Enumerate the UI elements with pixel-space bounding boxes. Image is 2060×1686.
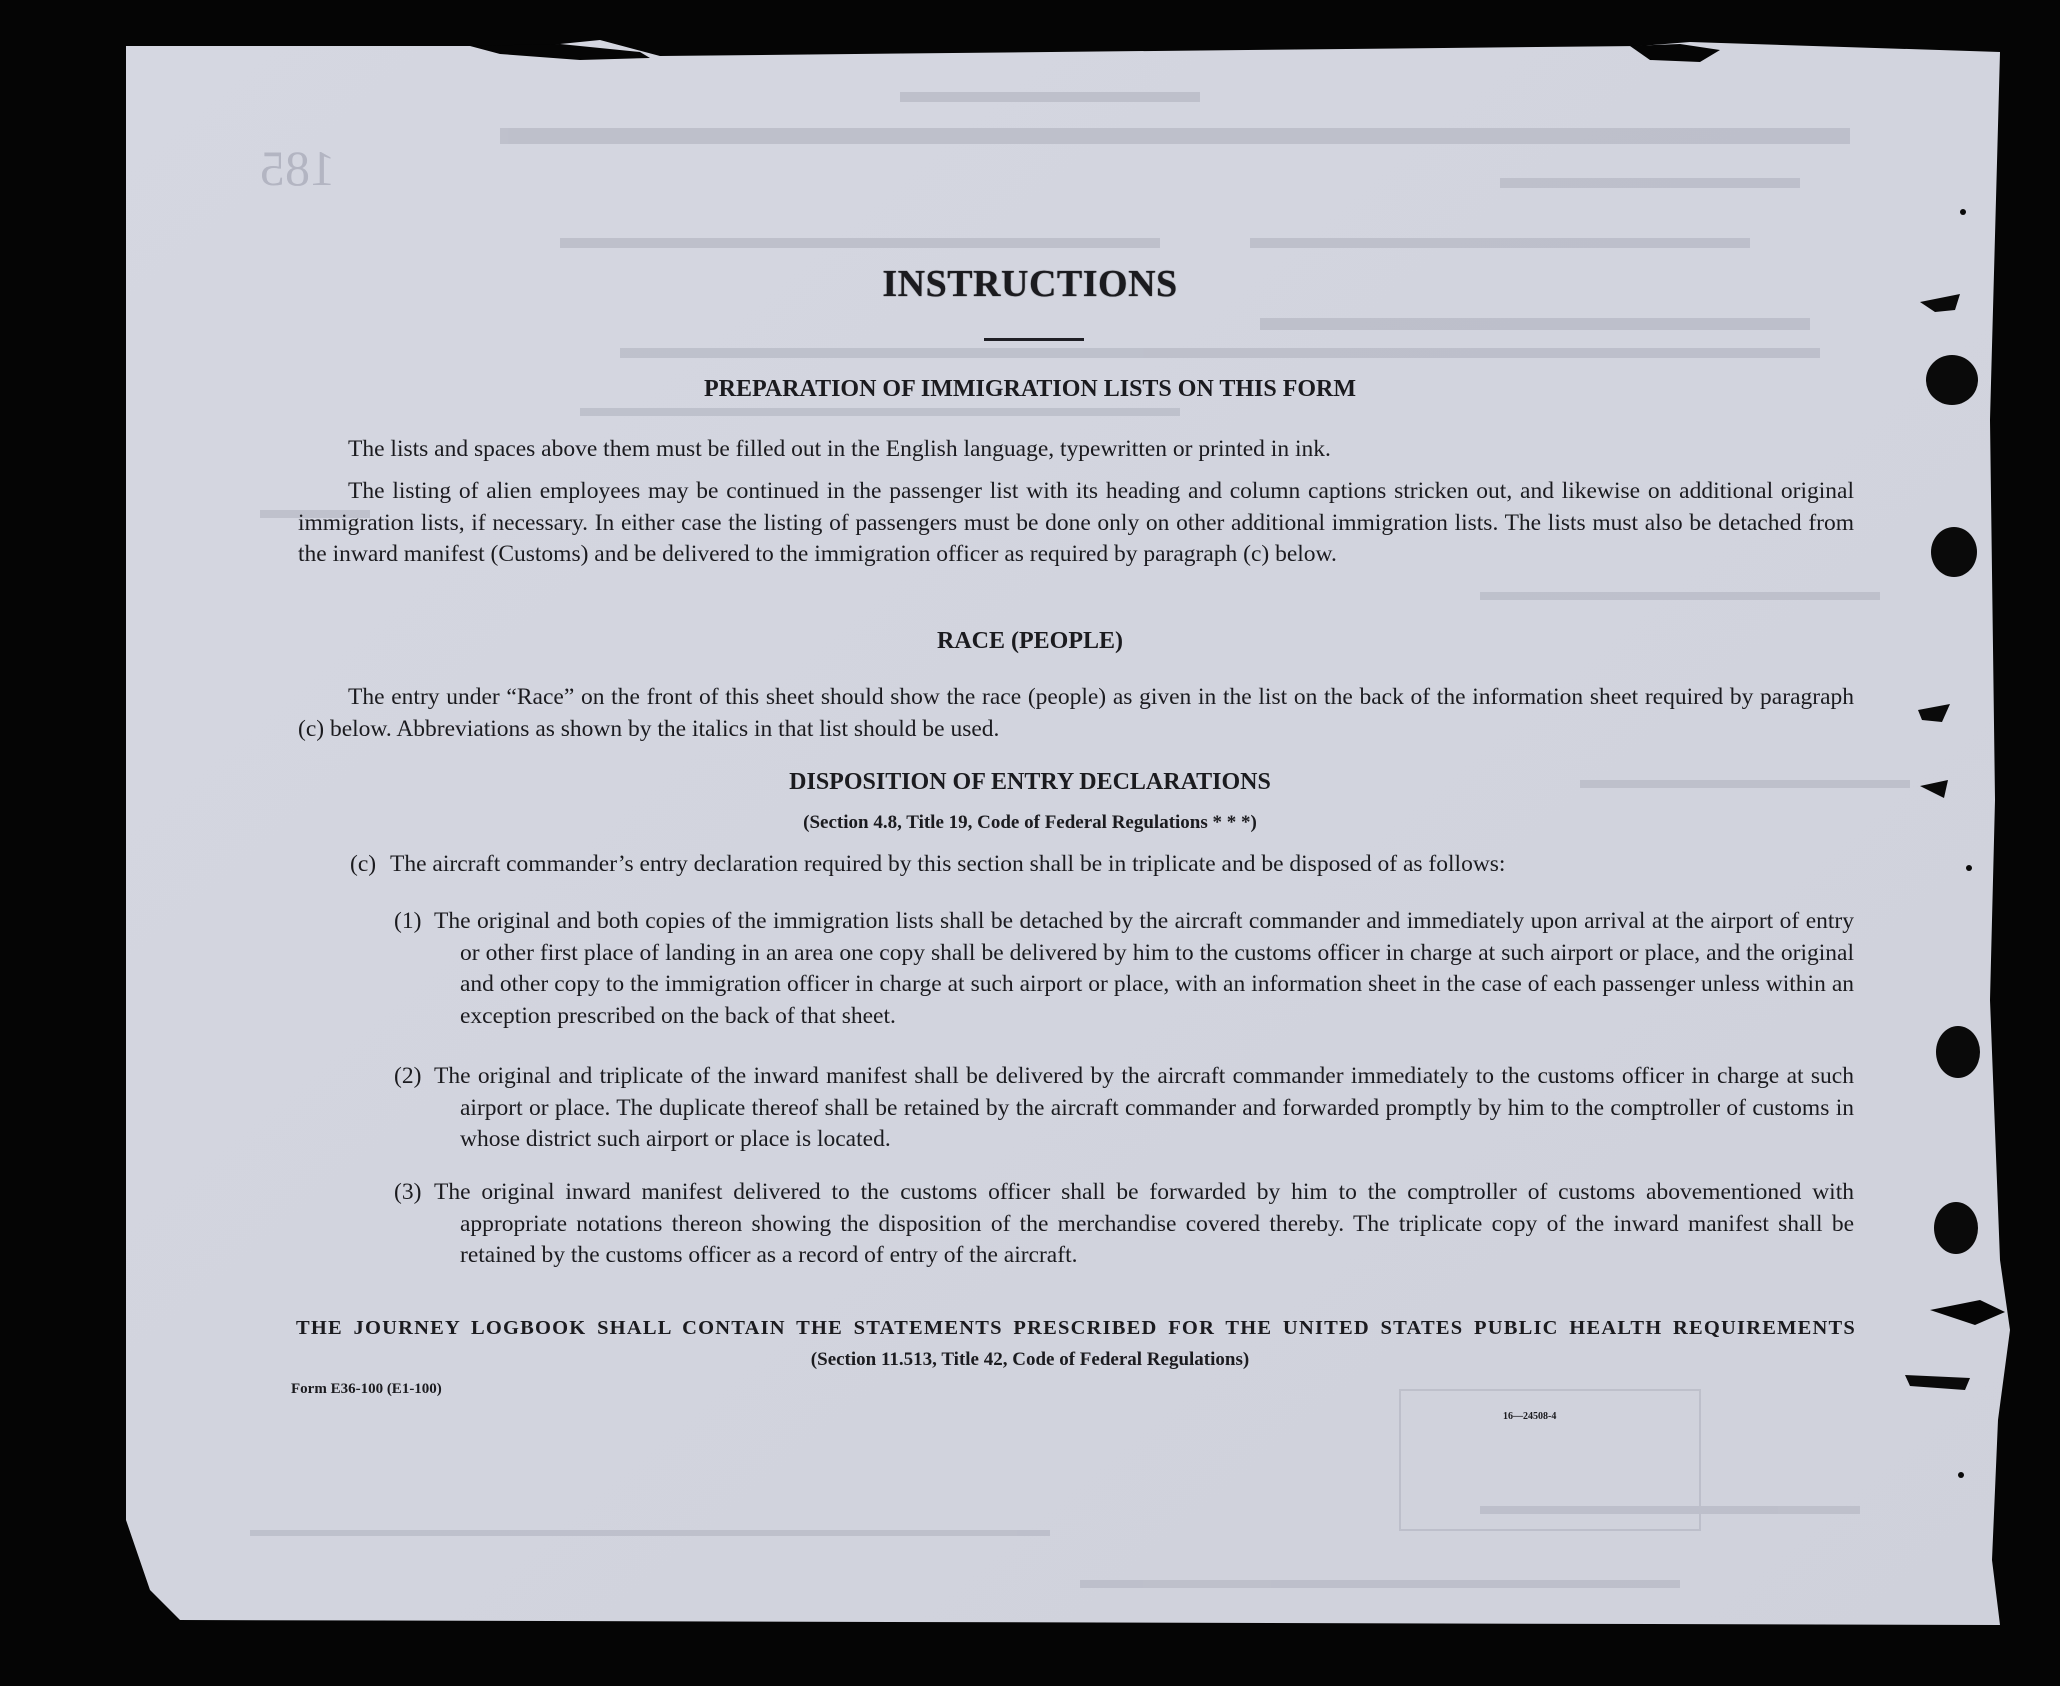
paragraph-c-text: The aircraft commander’s entry declaration required by this section shall be in triplicate and be disposed of as follows: [390,851,1506,877]
item-label: (1) [394,908,422,934]
paragraph-c [350,849,1854,881]
disposition-item-3 [394,1177,1854,1272]
item-text: The original and triplicate of the inward manifest shall be delivered by the aircraft commander immediately to the customs officer in charge at such airport or place. The duplicate thereof shall be retained by the aircraft commander and forwarded promptly by him to the comptroller of customs in whose district such airport or place is located. [434,1063,1854,1152]
item-text: The original inward manifest delivered to the customs officer shall be forwarded by him to the comptroller of customs abovementioned with appropriate notations thereon showing the disposition of the merchandise covered thereby. The triplicate copy of the inward manifest shall be retained by the customs officer as a record of entry of the aircraft. [434,1179,1854,1268]
disposition-item-1 [394,906,1854,1032]
disposition-citation: (Section 4.8, Title 19, Code of Federal Regulations * * *) [803,812,1257,833]
instructions-title: INSTRUCTIONS [882,263,1178,305]
printer-code: 16—24508-4 [1503,1411,1557,1422]
svg-text:185: 185 [260,140,335,196]
form-number: Form E36-100 (E1-100) [291,1381,442,1397]
race-paragraph: The entry under “Race” on the front of this sheet should show the race (people) as given in the list on the back of the information sheet required by paragraph (c) below. Abbreviations as shown by the italics in that list should be used. [298,684,1854,742]
item-text: The original and both copies of the immigration lists shall be detached by the aircraft commander and immediately upon arrival at the airport of entry or other first place of landing in an area one copy shall be delivered by him to the customs officer in charge at such airport or place, and the original and other copy to the immigration officer in charge at such airport or place, with an information sheet in the case of each passenger unless within an exception prescribed on the back of that sheet. [434,908,1854,1029]
journey-logbook-statement: THE JOURNEY LOGBOOK SHALL CONTAIN THE STATEMENTS PRESCRIBED FOR THE UNITED STATES PUBLIC HEALTH REQUIREMENTS [296,1317,1856,1339]
item-label: (3) [394,1179,422,1205]
item-label: (2) [394,1063,422,1089]
title-underline [984,338,1084,341]
disposition-heading: DISPOSITION OF ENTRY DECLARATIONS [789,769,1271,795]
public-health-citation: (Section 11.513, Title 42, Code of Federal Regulations) [810,1349,1250,1370]
paragraph-c-label: (c) [350,851,377,877]
preparation-paragraph-1: The lists and spaces above them must be filled out in the English language, typewritten or printed in ink. [348,436,1331,462]
race-heading: RACE (PEOPLE) [937,628,1123,654]
preparation-heading: PREPARATION OF IMMIGRATION LISTS ON THIS FORM [703,376,1357,402]
preparation-paragraph-2: The listing of alien employees may be continued in the passenger list with its heading and column captions stricken out, and likewise on additional original immigration lists, if necessary. In either case the listing of passengers must be done only on other additional immigration lists. The lists must also be detached from the inward manifest (Customs) and be delivered to the immigration officer as required by paragraph (c) below. [298,478,1854,567]
disposition-item-2 [394,1061,1854,1156]
